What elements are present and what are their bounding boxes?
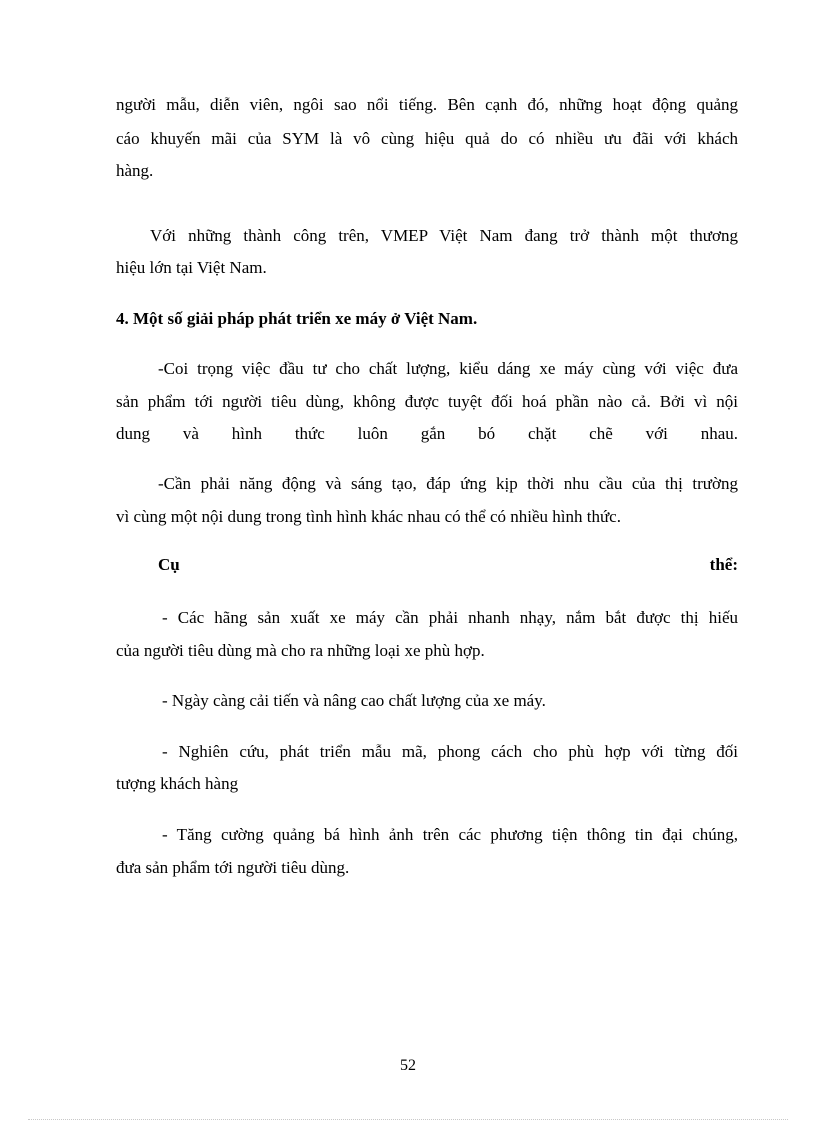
p1-line3: hàng. [116, 161, 154, 180]
p2-line1: Với những thành công trên, VMEP Việt Nam đang trở thành một thương [150, 226, 738, 245]
cu-the-line [158, 554, 738, 576]
p4-line2: vì cùng một nội dung trong tình hình khác nhau có thể có nhiều hình thức. [116, 507, 621, 526]
p1-line2: cáo khuyến mãi của SYM là vô cùng hiệu quả do có nhiều ưu đãi với khách [116, 129, 738, 148]
p2-line2: hiệu lớn tại Việt Nam. [116, 258, 267, 277]
p4-line1: -Cần phải năng động và sáng tạo, đáp ứng kịp thời nhu cầu của thị trường [158, 474, 738, 493]
p3-line2: sản phẩm tới người tiêu dùng, không được tuyệt đối hoá phần nào cả. Bởi vì nội [116, 392, 738, 411]
bullet2-line1: - Ngày càng cải tiến và nâng cao chất lượng của xe máy. [162, 691, 546, 710]
bullet3-line1: - Nghiên cứu, phát triển mẫu mã, phong cách cho phù hợp với từng đối [162, 742, 738, 761]
bullet1-line2: của người tiêu dùng mà cho ra những loại xe phù hợp. [116, 641, 485, 660]
p1-line1: người mẫu, diễn viên, ngôi sao nổi tiếng. Bên cạnh đó, những hoạt động quảng [116, 95, 738, 114]
section-heading: 4. Một số giải pháp phát triển xe máy ở Việt Nam. [116, 309, 478, 328]
page-number: 52 [400, 1057, 416, 1074]
page-bottom-divider [28, 1119, 788, 1120]
bullet4-line2: đưa sản phẩm tới người tiêu dùng. [116, 858, 350, 877]
bullet4-line1: - Tăng cường quảng bá hình ảnh trên các phương tiện thông tin đại chúng, [162, 825, 738, 844]
bullet1-line1: - Các hãng sản xuất xe máy cần phải nhanh nhạy, nắm bắt được thị hiếu [162, 608, 738, 627]
cu-the-left: Cụ [158, 555, 180, 574]
cu-the-right: thể: [709, 555, 738, 574]
bullet3-line2: tượng khách hàng [116, 774, 239, 793]
p3-line3: dung và hình thức luôn gắn bó chặt chẽ với nhau. [116, 424, 738, 443]
p3-line1: -Coi trọng việc đầu tư cho chất lượng, kiểu dáng xe máy cùng với việc đưa [158, 359, 738, 378]
